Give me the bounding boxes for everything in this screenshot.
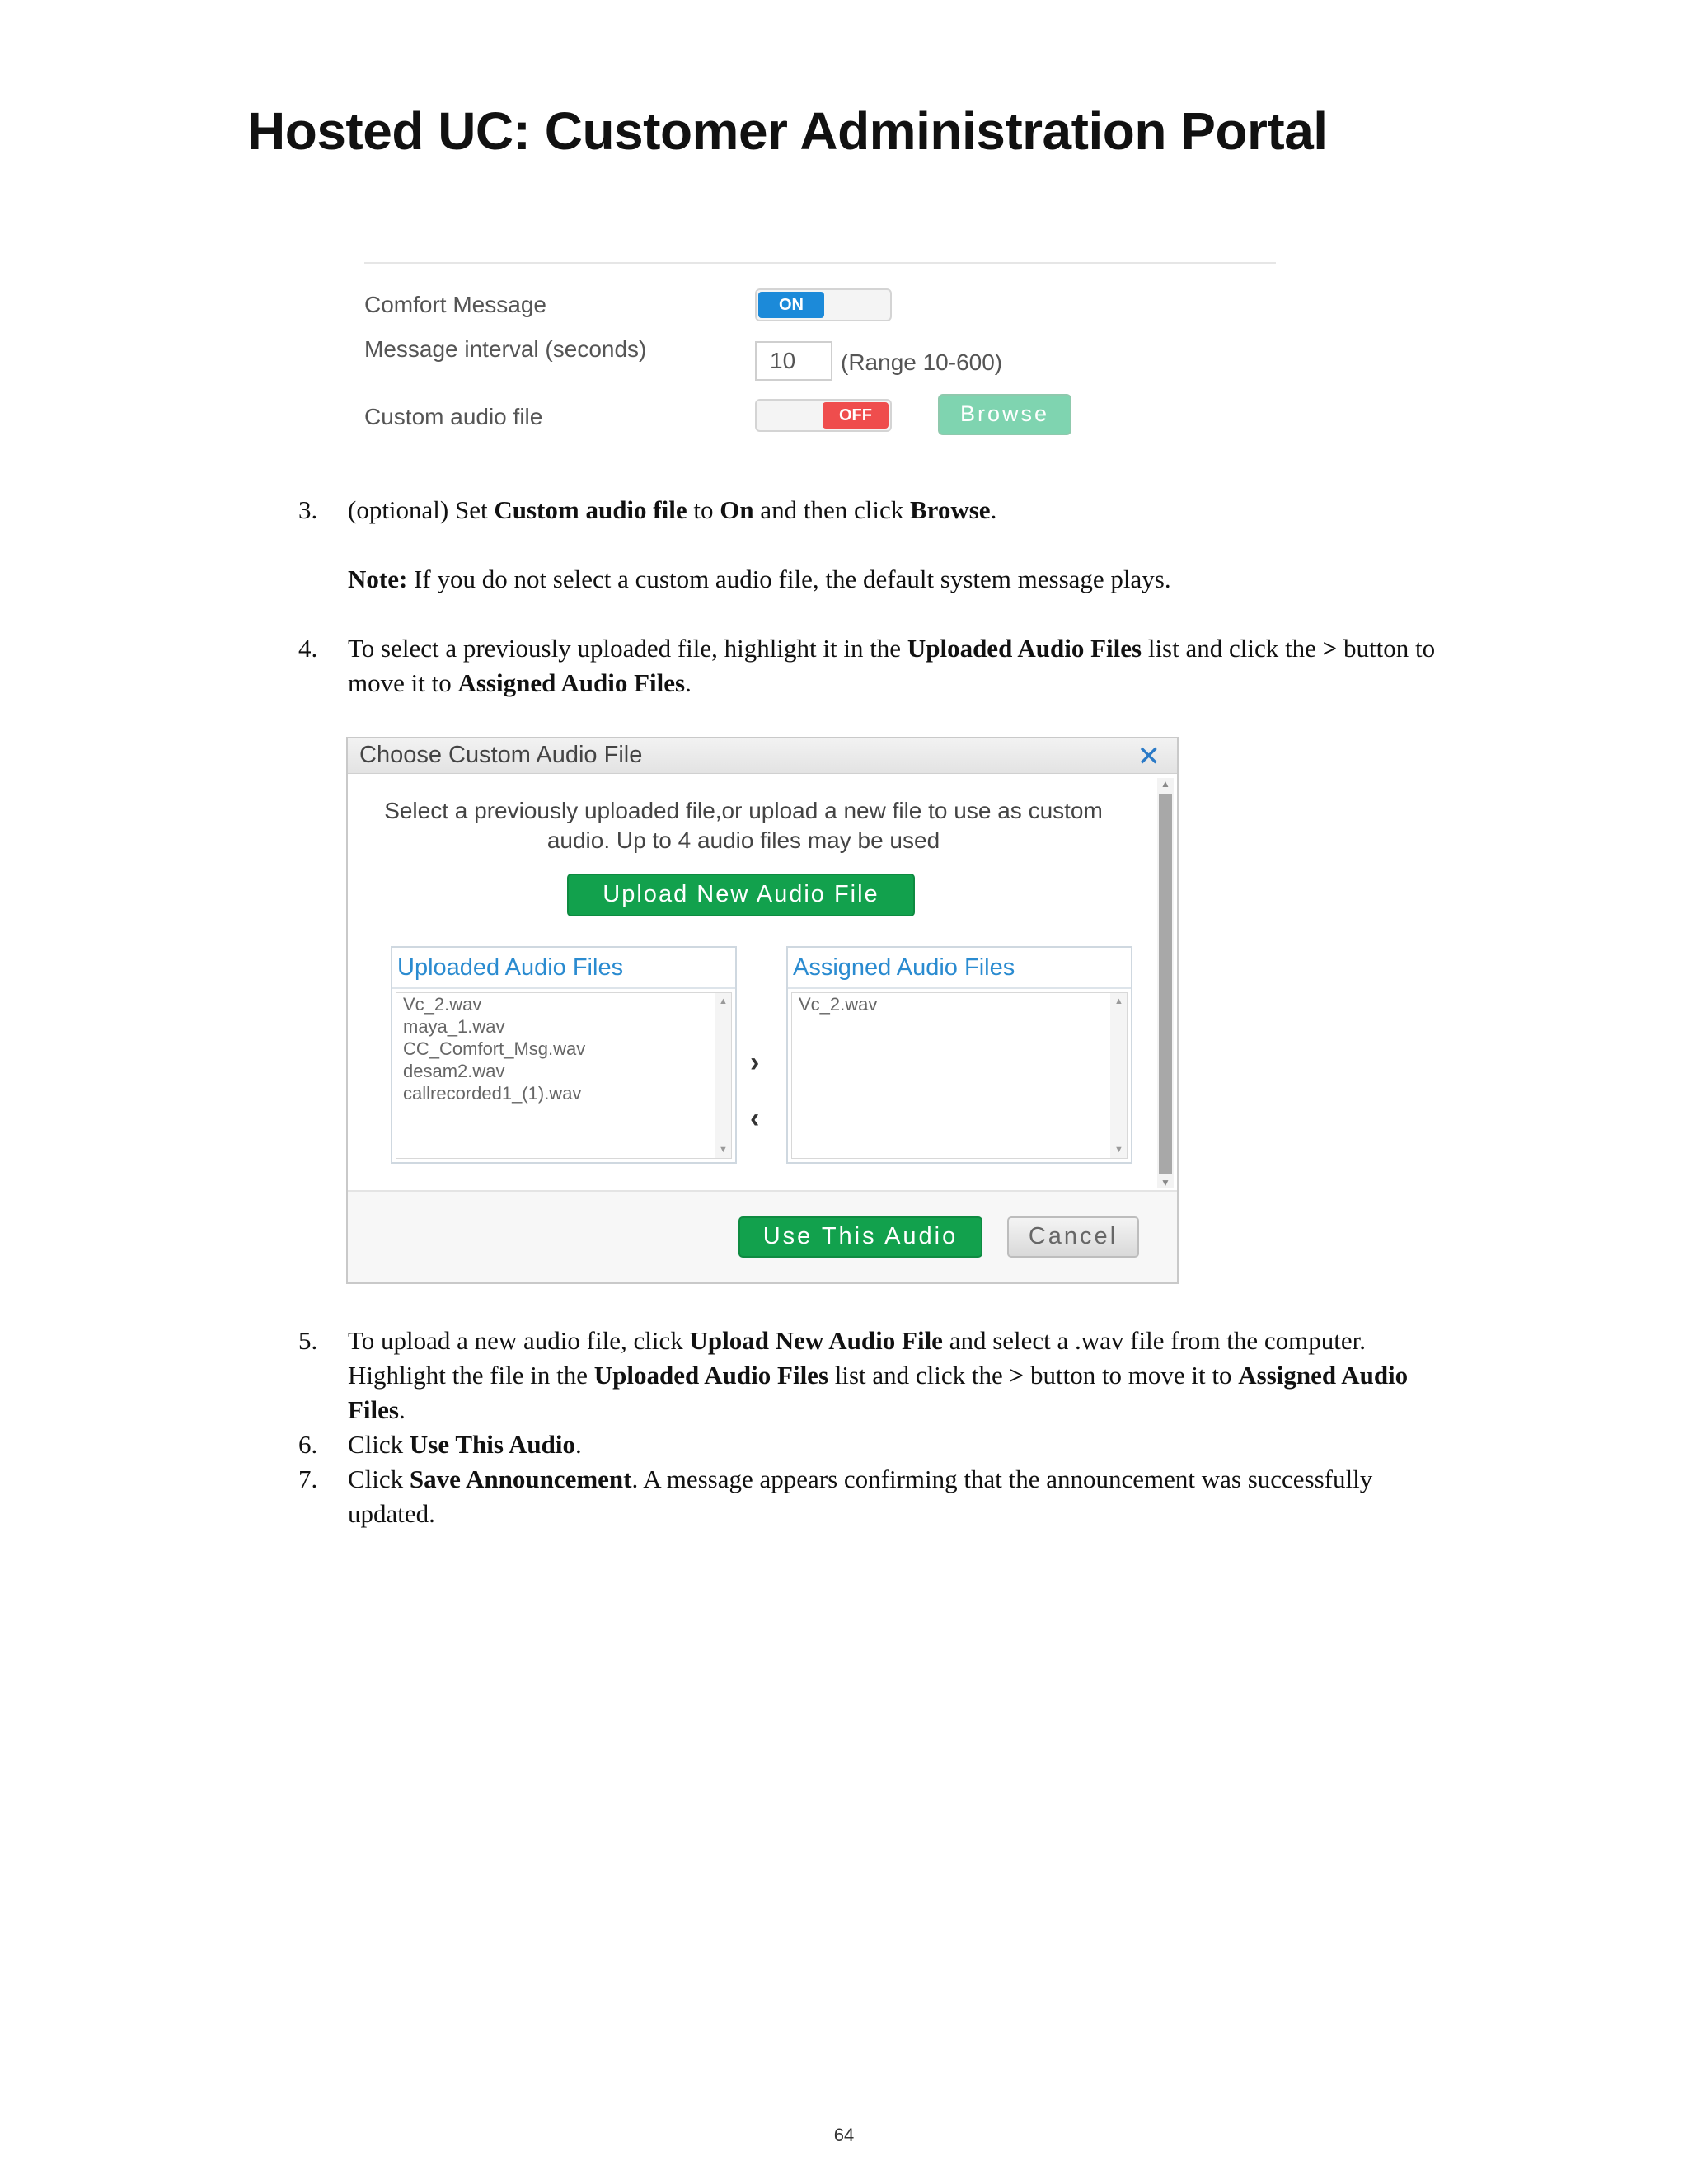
step-6-text: Click Use This Audio. — [348, 1430, 582, 1459]
list-item[interactable]: Vc_2.wav — [799, 994, 878, 1015]
dialog-header — [348, 738, 1177, 774]
custom-audio-toggle[interactable] — [755, 399, 892, 432]
page-title: Hosted UC: Customer Administration Portal — [247, 101, 1328, 161]
step-3-number: 3. — [298, 495, 318, 524]
step-7-number: 7. — [298, 1465, 318, 1493]
assigned-list-header: Assigned Audio Files — [788, 948, 1131, 989]
close-icon[interactable]: ✕ — [1137, 741, 1160, 772]
step-4-number: 4. — [298, 634, 318, 663]
scroll-down-icon[interactable]: ▼ — [1114, 1145, 1123, 1155]
dialog-scrollbar[interactable] — [1157, 778, 1174, 1188]
list-item[interactable]: desam2.wav — [403, 1061, 505, 1081]
list-item[interactable]: callrecorded1_(1).wav — [403, 1083, 582, 1104]
step-7-text: Click Save Announcement. A message appears confirming that the announcement was successfully updated. — [348, 1465, 1373, 1528]
uploaded-list-header: Uploaded Audio Files — [392, 948, 735, 989]
scroll-down-icon[interactable]: ▼ — [719, 1145, 728, 1155]
list-item[interactable]: Vc_2.wav — [403, 994, 482, 1015]
list-scrollbar[interactable] — [715, 993, 731, 1158]
step-4-text: To select a previously uploaded file, highlight it in the Uploaded Audio Files list and click the > button to move it to Assigned Audio Files. — [348, 634, 1436, 697]
scroll-up-icon[interactable]: ▲ — [1160, 778, 1170, 790]
cancel-button[interactable]: Cancel — [1007, 1216, 1139, 1258]
move-right-button[interactable]: › — [750, 1047, 760, 1078]
scrollbar-thumb[interactable] — [1159, 794, 1172, 1174]
scroll-up-icon[interactable]: ▲ — [719, 996, 728, 1006]
footer-green-strip — [1050, 1282, 1129, 1284]
step-5-number: 5. — [298, 1326, 318, 1355]
uploaded-list-box[interactable] — [396, 992, 732, 1159]
step-3-text: (optional) Set Custom audio file to On and then click Browse. — [348, 495, 997, 524]
footer-red-strip — [958, 1282, 1015, 1284]
message-interval-label: Message interval (seconds) — [364, 336, 647, 362]
comfort-message-label: Comfort Message — [364, 292, 546, 317]
dialog-footer — [348, 1190, 1177, 1284]
step-6-number: 6. — [298, 1430, 318, 1459]
scroll-down-icon[interactable]: ▼ — [1160, 1177, 1170, 1188]
scroll-up-icon[interactable]: ▲ — [1114, 996, 1123, 1006]
page-number: 64 — [833, 2125, 855, 2145]
assigned-audio-files-list — [786, 946, 1132, 1164]
comfort-message-settings — [364, 262, 1276, 480]
message-interval-input[interactable]: 10 — [755, 341, 832, 381]
upload-new-audio-file-button[interactable]: Upload New Audio File — [567, 874, 915, 916]
toggle-off-knob: OFF — [823, 402, 889, 429]
comfort-message-toggle[interactable] — [755, 288, 892, 321]
assigned-list-box[interactable] — [791, 992, 1128, 1159]
use-this-audio-button[interactable]: Use This Audio — [738, 1216, 982, 1258]
dialog-title: Choose Custom Audio File — [359, 742, 643, 768]
list-item[interactable]: maya_1.wav — [403, 1016, 505, 1037]
list-item[interactable]: CC_Comfort_Msg.wav — [403, 1038, 586, 1059]
browse-button[interactable]: Browse — [938, 394, 1071, 435]
custom-audio-label: Custom audio file — [364, 404, 543, 429]
move-left-button[interactable]: ‹ — [750, 1103, 760, 1134]
dialog-instructions: Select a previously uploaded file,or upload a new file to use as custom audio. Up to 4 audio files may be used — [384, 798, 1103, 853]
note-text: Note: If you do not select a custom audio file, the default system message plays. — [348, 565, 1171, 593]
toggle-on-knob: ON — [758, 292, 824, 318]
step-5-text: To upload a new audio file, click Upload New Audio File and select a .wav file from the computer. Highlight the file in the Uploaded Audio Files list and click the > button to move it to Assigned Audio Files. — [348, 1326, 1409, 1424]
uploaded-audio-files-list — [391, 946, 737, 1164]
choose-custom-audio-dialog — [346, 737, 1179, 1284]
list-scrollbar[interactable] — [1110, 993, 1127, 1158]
range-note: (Range 10-600) — [841, 349, 1003, 375]
